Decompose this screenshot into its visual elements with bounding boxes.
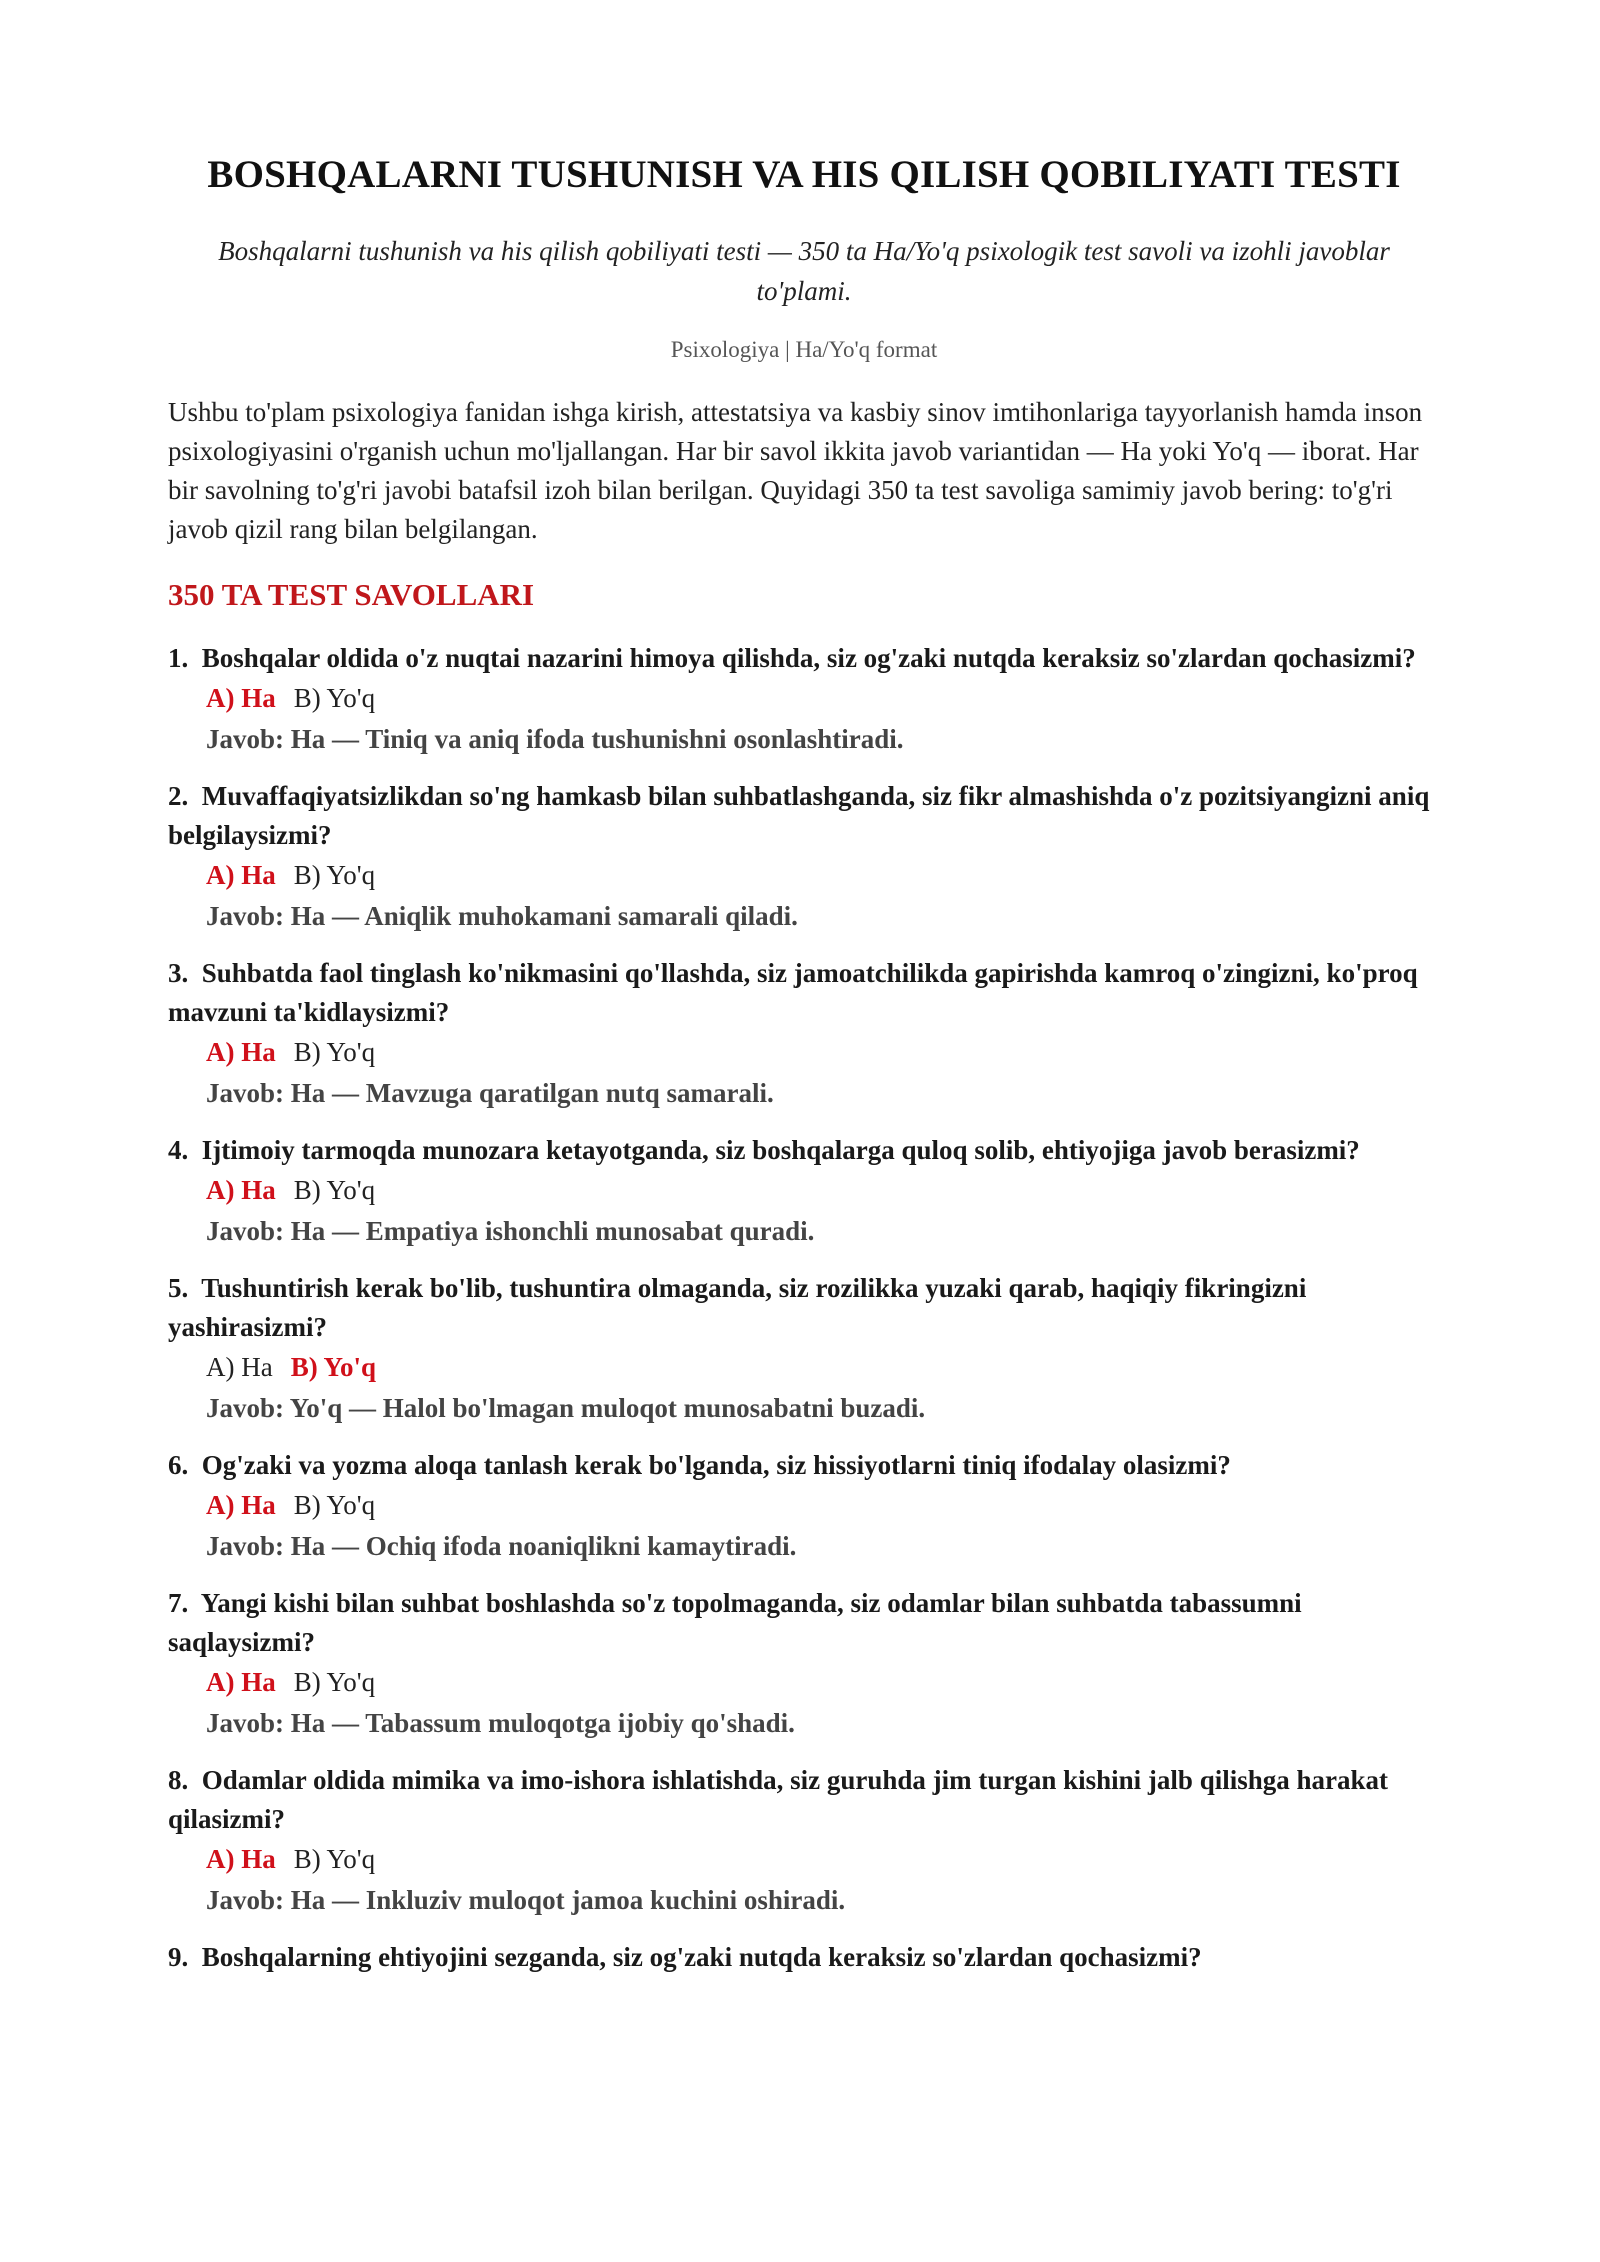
question-text: 8. Odamlar oldida mimika va imo-ishora ishlatishda, siz guruhda jim turgan kishini jalb qilishga harakat qilasizmi? <box>168 1765 1388 1834</box>
option-b: B) Yo'q <box>293 1844 376 1874</box>
question-text: 2. Muvaffaqiyatsizlikdan so'ng hamkasb bilan suhbatlashganda, siz fikr almashishda o'z pozitsiyangizni aniq belgilaysizmi? <box>168 781 1430 850</box>
answer-explanation: Javob: Ha — Mavzuga qaratilgan nutq samarali. <box>206 1078 774 1108</box>
answer-options <box>206 855 1440 896</box>
question-item <box>168 1269 1440 1429</box>
question-text: 3. Suhbatda faol tinglash ko'nikmasini qo'llashda, siz jamoatchilikda gapirishda kamroq o'zingizni, ko'proq mavzuni ta'kidlaysizmi? <box>168 958 1418 1027</box>
question-list <box>168 639 1440 1977</box>
option-b: B) Yo'q <box>293 1490 376 1520</box>
option-b: B) Yo'q <box>293 683 376 713</box>
answer-options <box>206 1170 1440 1211</box>
option-a: A) Ha <box>206 683 276 713</box>
question-text: 6. Og'zaki va yozma aloqa tanlash kerak bo'lganda, siz hissiyotlarni tiniq ifodalay olasizmi? <box>168 1450 1231 1480</box>
answer-explanation: Javob: Ha — Aniqlik muhokamani samarali qiladi. <box>206 901 798 931</box>
option-b: B) Yo'q <box>293 1037 376 1067</box>
answer-options <box>206 678 1440 719</box>
option-a: A) Ha <box>206 1667 276 1697</box>
question-item <box>168 1761 1440 1921</box>
answer-options <box>206 1839 1440 1880</box>
option-b: B) Yo'q <box>290 1352 377 1382</box>
document-page <box>168 0 1440 1994</box>
question-text: 1. Boshqalar oldida o'z nuqtai nazarini himoya qilishda, siz og'zaki nutqda keraksiz so'zlardan qochasizmi? <box>168 643 1416 673</box>
answer-explanation: Javob: Ha — Inkluziv muloqot jamoa kuchini oshiradi. <box>206 1885 846 1915</box>
question-text: 4. Ijtimoiy tarmoqda munozara ketayotganda, siz boshqalarga quloq solib, ehtiyojiga javob berasizmi? <box>168 1135 1360 1165</box>
section-heading: 350 TA TEST SAVOLLARI <box>168 577 535 612</box>
option-a: A) Ha <box>206 1490 276 1520</box>
option-a: A) Ha <box>206 860 276 890</box>
answer-options <box>206 1662 1440 1703</box>
answer-explanation: Javob: Ha — Tabassum muloqotga ijobiy qo'shadi. <box>206 1708 795 1738</box>
question-item <box>168 1446 1440 1567</box>
answer-explanation: Javob: Ha — Ochiq ifoda noaniqlikni kamaytiradi. <box>206 1531 797 1561</box>
question-text: 5. Tushuntirish kerak bo'lib, tushuntira olmaganda, siz rozilikka yuzaki qarab, haqiqiy fikringizni yashirasizmi? <box>168 1273 1307 1342</box>
option-a: A) Ha <box>206 1037 276 1067</box>
answer-options <box>206 1485 1440 1526</box>
option-a: A) Ha <box>206 1352 273 1382</box>
intro-paragraph: Ushbu to'plam psixologiya fanidan ishga kirish, attestatsiya va kasbiy sinov imtihonlariga tayyorlanish hamda inson psixologiyasini o'rganish uchun mo'ljallangan. Har bir savol ikkita javob variantidan — Ha yoki Yo'q — iborat. Har bir savolning to'g'ri javobi batafsil izoh bilan berilgan. Quyidagi 350 ta test savoliga samimiy javob bering: to'g'ri javob qizil rang bilan belgilangan. <box>168 397 1423 544</box>
question-item <box>168 1131 1440 1252</box>
question-item <box>168 1938 1440 1977</box>
question-text: 7. Yangi kishi bilan suhbat boshlashda so'z topolmaganda, siz odamlar bilan suhbatda tabassumni saqlaysizmi? <box>168 1588 1302 1657</box>
answer-explanation: Javob: Ha — Empatiya ishonchli munosabat quradi. <box>206 1216 815 1246</box>
question-item <box>168 954 1440 1114</box>
option-a: A) Ha <box>206 1175 276 1205</box>
document-title: BOSHQALARNI TUSHUNISH VA HIS QILISH QOBILIYATI TESTI <box>207 153 1401 196</box>
answer-explanation: Javob: Yo'q — Halol bo'lmagan muloqot munosabatni buzadi. <box>206 1393 926 1423</box>
answer-options <box>206 1347 1440 1388</box>
option-b: B) Yo'q <box>293 860 376 890</box>
category-meta: Psixologiya | Ha/Yo'q format <box>670 337 938 362</box>
question-text: 9. Boshqalarning ehtiyojini sezganda, siz og'zaki nutqda keraksiz so'zlardan qochasizmi? <box>168 1942 1202 1972</box>
question-item <box>168 777 1440 937</box>
document-subtitle: Boshqalarni tushunish va his qilish qobiliyati testi — 350 ta Ha/Yo'q psixologik test savoli va izohli javoblar to'plami. <box>218 236 1390 306</box>
option-b: B) Yo'q <box>293 1667 376 1697</box>
option-a: A) Ha <box>206 1844 276 1874</box>
answer-explanation: Javob: Ha — Tiniq va aniq ifoda tushunishni osonlashtiradi. <box>206 724 904 754</box>
answer-options <box>206 1032 1440 1073</box>
option-b: B) Yo'q <box>293 1175 376 1205</box>
question-item <box>168 1584 1440 1744</box>
question-item <box>168 639 1440 760</box>
